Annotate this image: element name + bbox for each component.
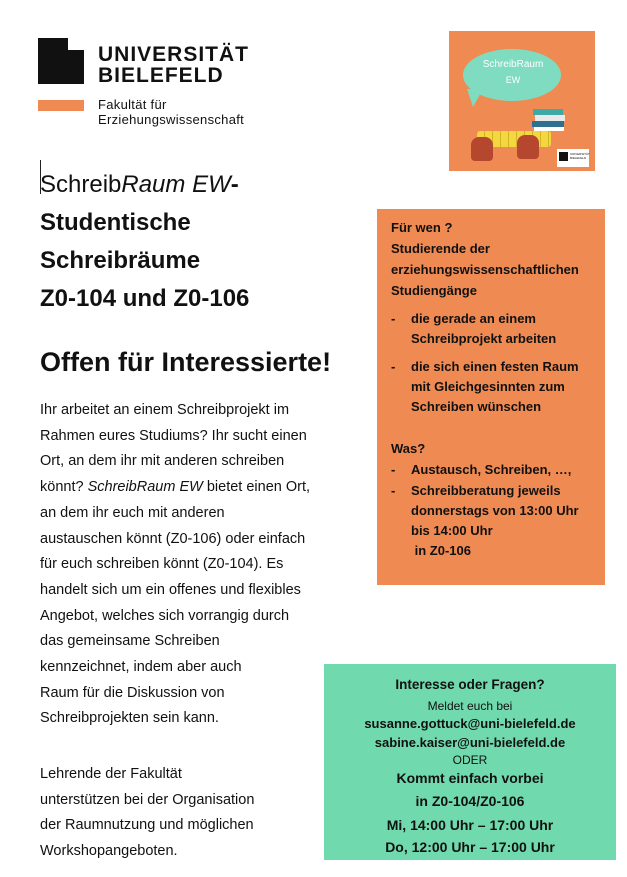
body-line: handelt sich um ein offenes und flexibles bbox=[40, 581, 301, 598]
bullet-dash: - bbox=[391, 483, 396, 498]
audience-line: erziehungswissenschaftlichen bbox=[391, 262, 579, 277]
bubble-title: SchreibRaum bbox=[482, 59, 544, 70]
closing-line: der Raumnutzung und möglichen bbox=[40, 817, 254, 834]
bubble-subtitle: EW bbox=[505, 75, 521, 85]
body-italic-name: SchreibRaum EW bbox=[87, 479, 203, 496]
page-title bbox=[40, 166, 360, 318]
audience-item-line: die gerade an einem bbox=[411, 311, 536, 326]
body-text-segment: könnt? bbox=[40, 479, 84, 496]
body-text-segment: bietet einen Ort, bbox=[206, 479, 311, 496]
faculty-name bbox=[98, 97, 244, 127]
right-hand-icon bbox=[517, 135, 539, 159]
books-icon bbox=[531, 107, 567, 131]
title-line4: Z0-104 und Z0-106 bbox=[40, 285, 250, 312]
title-part2: Raum EW bbox=[121, 171, 231, 198]
body-line: austauschen könnt (Z0-106) oder einfach bbox=[40, 530, 306, 547]
what-item-line: bis 14:00 Uhr bbox=[411, 523, 493, 538]
what-heading: Was? bbox=[391, 441, 426, 456]
audience-item-line: Schreiben wünschen bbox=[411, 399, 542, 414]
faculty-color-bar bbox=[38, 100, 84, 111]
title-line3: Schreibräume bbox=[40, 247, 201, 274]
audience-line: Studiengänge bbox=[391, 283, 477, 298]
closing-line: Workshopangeboten. bbox=[40, 843, 178, 860]
what-item: Austausch, Schreiben, …, bbox=[411, 462, 572, 477]
contact-heading: Interesse oder Fragen? bbox=[395, 677, 545, 692]
contact-box bbox=[324, 664, 616, 860]
closing-line: unterstützen bei der Organisation bbox=[40, 791, 255, 808]
or-separator: ODER bbox=[452, 753, 488, 767]
title-part1: Schreib bbox=[40, 171, 122, 198]
body-line: das gemeinsame Schreiben bbox=[40, 633, 220, 650]
audience-line: Studierende der bbox=[391, 241, 490, 256]
university-logo-notch bbox=[68, 38, 84, 50]
closing-line: Lehrende der Fakultät bbox=[40, 766, 182, 782]
university-name bbox=[98, 44, 249, 86]
what-item-line: Schreibberatung jeweils bbox=[411, 483, 561, 498]
what-item-line: donnerstags von 13:00 Uhr bbox=[411, 503, 579, 518]
opening-time: Mi, 14:00 Uhr – 17:00 Uhr bbox=[386, 817, 554, 833]
bullet-dash: - bbox=[391, 462, 396, 477]
what-item-line: in Z0-106 bbox=[411, 543, 471, 558]
bullet-dash: - bbox=[391, 311, 396, 326]
what-item bbox=[411, 481, 603, 561]
opening-time: Do, 12:00 Uhr – 17:00 Uhr bbox=[385, 839, 555, 855]
university-name-line1: UNIVERSITÄT bbox=[98, 43, 250, 66]
body-line: für euch schreiben könnt (Z0-104). Es bbox=[40, 556, 284, 573]
bullet-dash: - bbox=[391, 359, 396, 374]
body-line: kennzeichnet, indem aber auch bbox=[40, 659, 242, 676]
mini-university-logo bbox=[557, 149, 589, 167]
contact-subline: Meldet euch bei bbox=[427, 699, 513, 713]
body-line: an dem ihr euch mit anderen bbox=[40, 504, 225, 521]
body-line: Raum für die Diskussion von bbox=[40, 684, 225, 701]
faculty-name-line2: Erziehungswissenschaft bbox=[98, 112, 245, 127]
headline: Offen für Interessierte! bbox=[40, 347, 332, 377]
email-link[interactable]: susanne.gottuck@uni-bielefeld.de bbox=[364, 716, 576, 731]
title-line2: Studentische bbox=[40, 209, 191, 236]
body-line bbox=[40, 475, 356, 501]
title-line1 bbox=[40, 166, 360, 204]
audience-item bbox=[411, 357, 603, 417]
audience-item-line: Schreibprojekt arbeiten bbox=[411, 331, 557, 346]
university-name-line2: BIELEFELD bbox=[98, 64, 224, 87]
faculty-name-line1: Fakultät für bbox=[98, 97, 167, 112]
body-paragraph bbox=[40, 398, 356, 732]
body-line: Ort, an dem ihr mit anderen schreiben bbox=[40, 453, 285, 470]
audience-heading: Für wen ? bbox=[391, 220, 453, 235]
closing-paragraph bbox=[40, 762, 356, 865]
audience-item-line: die sich einen festen Raum bbox=[411, 359, 579, 374]
mini-logo-mark bbox=[559, 152, 568, 161]
mini-logo-text: UNIVERSITÄT BIELEFELD bbox=[570, 152, 590, 160]
body-line: Schreibprojekten sein kann. bbox=[40, 710, 219, 727]
visit-line: in Z0-104/Z0-106 bbox=[415, 793, 525, 809]
poster-thumbnail bbox=[449, 31, 595, 171]
left-hand-icon bbox=[471, 137, 493, 161]
audience-item bbox=[411, 309, 603, 349]
audience-item-line: mit Gleichgesinnten zum bbox=[411, 379, 565, 394]
title-part3: - bbox=[230, 171, 239, 198]
visit-line: Kommt einfach vorbei bbox=[396, 770, 544, 786]
body-line: Rahmen eures Studiums? Ihr sucht einen bbox=[40, 427, 307, 444]
body-line: Angebot, welches sich vorrangig durch bbox=[40, 607, 290, 624]
body-line: Ihr arbeitet an einem Schreibprojekt im bbox=[40, 402, 290, 418]
audience-info-box bbox=[377, 209, 605, 585]
speech-bubble-tail bbox=[467, 89, 483, 107]
email-link[interactable]: sabine.kaiser@uni-bielefeld.de bbox=[374, 735, 566, 750]
